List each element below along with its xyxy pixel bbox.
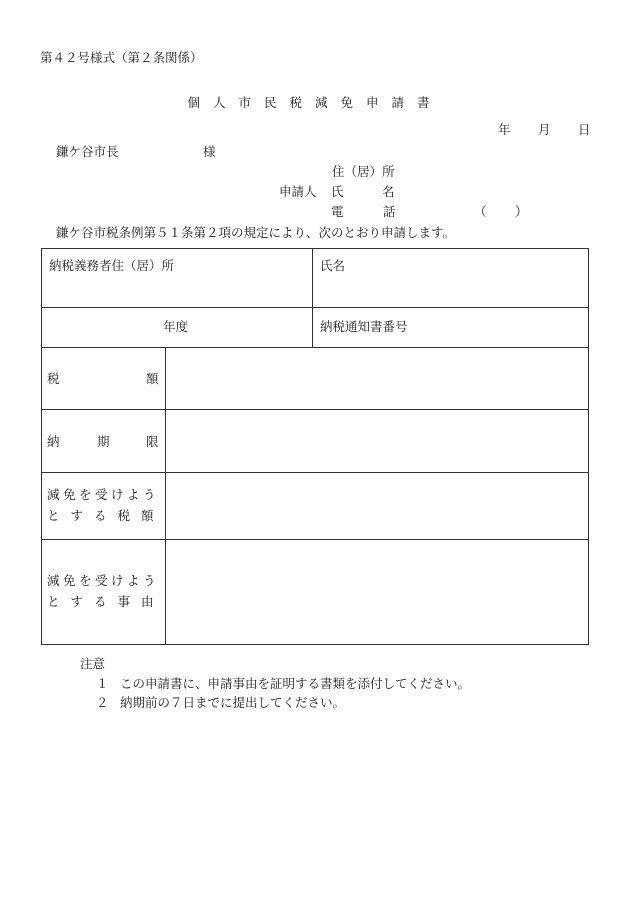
due-date-label-2: 期 [97, 434, 110, 449]
application-table [41, 248, 589, 645]
due-date-label-1: 納 [47, 434, 60, 449]
column-divider [312, 249, 313, 347]
taxpayer-name-label: 氏名 [320, 258, 346, 273]
date-day-label: 日 [578, 122, 591, 137]
document-title [0, 97, 630, 110]
row-divider [42, 409, 588, 410]
row-divider [42, 539, 588, 540]
honorific: 様 [203, 144, 216, 159]
notice-number-label: 納税通知書番号 [320, 319, 408, 334]
notes-title: 注意 [80, 656, 106, 671]
date-year-label: 年 [498, 122, 511, 137]
applicant-tel-label-1: 電 [331, 204, 344, 219]
note-text: この申請書に、申請事由を証明する書類を添付してください。 [120, 676, 471, 691]
date-month-label: 月 [538, 122, 551, 137]
due-date-label-3: 限 [146, 434, 159, 449]
addressee: 鎌ケ谷市長 [56, 144, 119, 159]
row-divider [42, 307, 588, 308]
title-text: 個人市民税減免申請書 [187, 95, 443, 110]
reduction-amount-label-line2: とする税額 [47, 508, 165, 523]
applicant-tel-label-2: 話 [383, 204, 396, 219]
tax-amount-label-2: 額 [146, 371, 159, 386]
tel-paren-open: （ [474, 204, 487, 219]
taxpayer-address-label: 納税義務者住（居）所 [49, 258, 175, 273]
form-number: 第４２号様式（第２条関係） [40, 50, 203, 65]
note-text: 納期前の７日までに提出してください。 [120, 695, 346, 710]
reduction-amount-label-line1: 減免を受けよう [47, 487, 160, 502]
note-number: １ [96, 676, 109, 691]
tax-amount-label-1: 税 [47, 371, 60, 386]
note-number: ２ [96, 695, 109, 710]
applicant-label: 申請人 [279, 184, 317, 199]
applicant-name-label-2: 名 [382, 184, 395, 199]
applicant-address-label: 住（居）所 [332, 164, 395, 179]
reduction-reason-label-line2: とする事由 [47, 594, 165, 609]
tel-paren-close: ） [515, 204, 528, 219]
column-divider [165, 347, 166, 644]
row-divider [42, 472, 588, 473]
reduction-reason-label-line1: 減免を受けよう [47, 573, 160, 588]
fiscal-year-label: 年度 [163, 319, 189, 334]
row-divider [42, 347, 588, 348]
applicant-name-label-1: 氏 [331, 184, 344, 199]
basis-text: 鎌ケ谷市税条例第５１条第２項の規定により、次のとおり申請します。 [56, 225, 456, 240]
